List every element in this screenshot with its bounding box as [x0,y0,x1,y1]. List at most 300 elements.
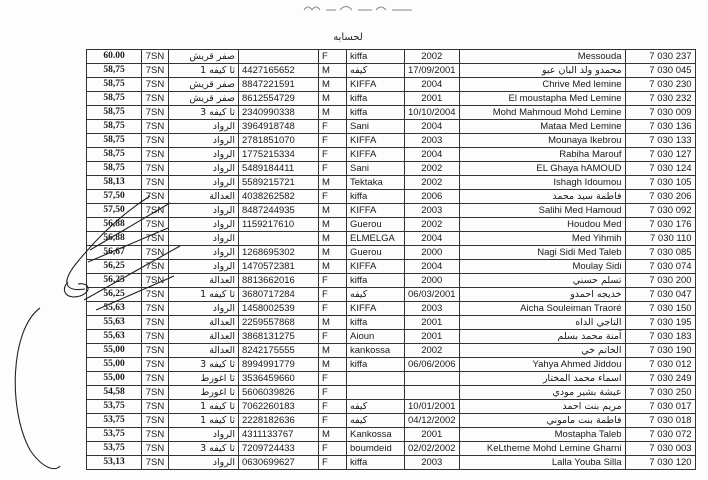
score-cell: 60.00 [87,50,142,64]
name-cell: Med Yihmih [459,232,625,246]
birthplace-cell: KIFFA [347,134,405,148]
candidate-number-cell: 7 030 183 [625,330,695,344]
sex-cell: F [319,414,347,428]
class-code-cell: 7SN [142,218,169,232]
nni-cell: 8487244935 [239,204,319,218]
table-row [87,260,696,274]
sex-cell: F [319,288,347,302]
class-code-cell: 7SN [142,106,169,120]
name-cell: Houdou Med [459,218,625,232]
nni-cell: 2259557868 [239,316,319,330]
table-row [87,400,696,414]
name-cell: Rabiha Marouf [459,148,625,162]
candidate-number-cell: 7 030 200 [625,274,695,288]
table-row [87,204,696,218]
score-cell: 55,00 [87,372,142,386]
candidate-number-cell: 7 030 072 [625,428,695,442]
birthdate-cell: 06/06/2006 [405,358,460,372]
nni-cell: 1159217610 [239,218,319,232]
candidate-number-cell: 7 030 232 [625,92,695,106]
sex-cell: F [319,120,347,134]
candidate-number-cell: 7 030 003 [625,442,695,456]
candidate-number-cell: 7 030 249 [625,372,695,386]
class-code-cell: 7SN [142,428,169,442]
nni-cell: 1268695302 [239,246,319,260]
birthdate-cell: 02/02/2002 [405,442,460,456]
candidate-number-cell: 7 030 009 [625,106,695,120]
candidate-number-cell: 7 030 110 [625,232,695,246]
nni-cell: 2228182636 [239,414,319,428]
nni-cell: 0630699627 [239,456,319,470]
birthplace-cell: كيفه [347,64,405,78]
name-cell: فاطمة سيد محمد [459,190,625,204]
candidate-number-cell: 7 030 085 [625,246,695,260]
birthdate-cell: 2003 [405,134,460,148]
center-cell: العدالة [169,330,239,344]
nni-cell: 1470572381 [239,260,319,274]
class-code-cell: 7SN [142,330,169,344]
score-cell: 58,75 [87,92,142,106]
table-row [87,50,696,64]
score-cell: 55,63 [87,316,142,330]
birthdate-cell: 2001 [405,330,460,344]
birthdate-cell: 2003 [405,302,460,316]
center-cell: الرواد [169,246,239,260]
name-cell: EL Ghaya hAMOUD [459,162,625,176]
score-cell: 56,88 [87,232,142,246]
birthplace-cell: ELMELGA [347,232,405,246]
birthplace-cell: KIFFA [347,204,405,218]
sex-cell: M [319,316,347,330]
table-row [87,120,696,134]
class-code-cell: 7SN [142,148,169,162]
birthplace-cell: KIFFA [347,302,405,316]
sex-cell: M [319,204,347,218]
center-cell: العدالة [169,274,239,288]
table-row [87,92,696,106]
birthdate-cell: 2004 [405,78,460,92]
nni-cell: 5606039826 [239,386,319,400]
sex-cell: F [319,148,347,162]
center-cell: الرواد [169,204,239,218]
nni-cell: 1458002539 [239,302,319,316]
name-cell: عيشة بشير مودي [459,386,625,400]
score-cell: 56,25 [87,260,142,274]
sex-cell: F [319,442,347,456]
candidate-number-cell: 7 030 150 [625,302,695,316]
nni-cell: 4038262582 [239,190,319,204]
class-code-cell: 7SN [142,456,169,470]
sex-cell: F [319,134,347,148]
sex-cell: M [319,246,347,260]
score-cell: 55,63 [87,330,142,344]
class-code-cell: 7SN [142,92,169,106]
birthdate-cell: 2004 [405,260,460,274]
class-code-cell: 7SN [142,344,169,358]
class-code-cell: 7SN [142,288,169,302]
nni-cell: 2781851070 [239,134,319,148]
table-row [87,232,696,246]
nni-cell: 1775215334 [239,148,319,162]
class-code-cell: 7SN [142,358,169,372]
birthplace-cell: KIFFA [347,148,405,162]
score-cell: 58,75 [87,64,142,78]
nni-cell: 5489184411 [239,162,319,176]
candidate-number-cell: 7 030 012 [625,358,695,372]
birthdate-cell: 2002 [405,162,460,176]
name-cell: خديجه احمدو [459,288,625,302]
center-cell: ثا كيفه 1 [169,400,239,414]
center-cell: صفر قريش [169,92,239,106]
birthdate-cell: 2002 [405,50,460,64]
candidate-number-cell: 7 030 136 [625,120,695,134]
class-code-cell: 7SN [142,120,169,134]
birthplace-cell: Guerou [347,246,405,260]
sex-cell: F [319,456,347,470]
birthdate-cell: 2000 [405,274,460,288]
sex-cell: M [319,260,347,274]
center-cell: الرواد [169,428,239,442]
class-code-cell: 7SN [142,162,169,176]
nni-cell: 4427165652 [239,64,319,78]
center-cell: الرواد [169,260,239,274]
birthdate-cell: 2002 [405,344,460,358]
table-row [87,148,696,162]
class-code-cell: 7SN [142,260,169,274]
center-cell: الرواد [169,456,239,470]
candidate-number-cell: 7 030 133 [625,134,695,148]
birthplace-cell: Sani [347,162,405,176]
name-cell: اسماء محمد المختار [459,372,625,386]
candidate-number-cell: 7 030 195 [625,316,695,330]
table-row [87,162,696,176]
score-cell: 54,58 [87,386,142,400]
nni-cell: 2340990338 [239,106,319,120]
name-cell: Moulay Sidi [459,260,625,274]
sex-cell: M [319,218,347,232]
score-cell: 55,00 [87,358,142,372]
score-cell: 58,13 [87,176,142,190]
sex-cell: F [319,302,347,316]
birthdate-cell: 10/01/2001 [405,400,460,414]
name-cell: التاجي الداه [459,316,625,330]
score-cell: 58,75 [87,148,142,162]
center-cell: العدالة [169,190,239,204]
name-cell: محمدو ولد البان عبو [459,64,625,78]
sex-cell: M [319,106,347,120]
name-cell: Messouda [459,50,625,64]
candidate-number-cell: 7 030 045 [625,64,695,78]
class-code-cell: 7SN [142,50,169,64]
table-row [87,428,696,442]
table-row [87,134,696,148]
birthdate-cell: 2000 [405,246,460,260]
table-row [87,246,696,260]
class-code-cell: 7SN [142,190,169,204]
candidate-number-cell: 7 030 120 [625,456,695,470]
birthdate-cell: 2001 [405,428,460,442]
sex-cell: F [319,274,347,288]
score-cell: 53,13 [87,456,142,470]
sex-cell: F [319,162,347,176]
candidate-number-cell: 7 030 105 [625,176,695,190]
birthdate-cell: 2006 [405,190,460,204]
sex-cell: F [319,372,347,386]
birthdate-cell: 2003 [405,456,460,470]
sex-cell: M [319,64,347,78]
nni-cell: 4311133767 [239,428,319,442]
center-cell: ثا كيفه 3 [169,106,239,120]
name-cell: الخاتم خي [459,344,625,358]
score-cell: 58,75 [87,162,142,176]
center-cell: العدالة [169,344,239,358]
birthplace-cell: Aioun [347,330,405,344]
birthplace-cell: كيفه [347,414,405,428]
table-row [87,78,696,92]
class-code-cell: 7SN [142,134,169,148]
birthplace-cell: kiffa [347,92,405,106]
class-code-cell: 7SN [142,316,169,330]
name-cell: Salihi Med Hamoud [459,204,625,218]
score-cell: 56,25 [87,288,142,302]
nni-cell: 8612554729 [239,92,319,106]
center-cell: ثا اغورط [169,372,239,386]
score-cell: 58,75 [87,106,142,120]
center-cell: ثا كيفه 3 [169,358,239,372]
birthdate-cell: 04/12/2002 [405,414,460,428]
center-cell: الرواد [169,148,239,162]
candidate-number-cell: 7 030 206 [625,190,695,204]
candidate-number-cell: 7 030 017 [625,400,695,414]
class-code-cell: 7SN [142,232,169,246]
class-code-cell: 7SN [142,302,169,316]
candidate-number-cell: 7 030 230 [625,78,695,92]
pen-stroke-loop [64,282,88,297]
table-row [87,456,696,470]
class-code-cell: 7SN [142,372,169,386]
center-cell: الرواد [169,302,239,316]
cropped-heading [300,2,420,12]
candidate-number-cell: 7 030 074 [625,260,695,274]
center-cell: الرواد [169,134,239,148]
birthplace-cell: Kankossa [347,428,405,442]
birthdate-cell: 17/09/2001 [405,64,460,78]
name-cell: آمنة محمد بسلم [459,330,625,344]
birthplace-cell: كيفه [347,288,405,302]
header-title: لحسابه [333,32,363,43]
class-code-cell: 7SN [142,400,169,414]
results-table [86,49,696,470]
sex-cell: F [319,190,347,204]
name-cell: KeLtheme Mohd Lemine Gharni [459,442,625,456]
name-cell: تسلم حسني [459,274,625,288]
birthplace-cell: kiffa [347,106,405,120]
table-row [87,288,696,302]
name-cell: Ishagh Idoumou [459,176,625,190]
candidate-number-cell: 7 030 127 [625,148,695,162]
table-row [87,330,696,344]
sex-cell: M [319,78,347,92]
center-cell: ثا كيفه 1 [169,414,239,428]
table-row [87,442,696,456]
birthplace-cell: kiffa [347,358,405,372]
name-cell: فاطمة بنت ماموني [459,414,625,428]
birthdate-cell: 10/10/2004 [405,106,460,120]
class-code-cell: 7SN [142,274,169,288]
candidate-number-cell: 7 030 190 [625,344,695,358]
score-cell: 55,00 [87,344,142,358]
center-cell: ثا كيفه 1 [169,288,239,302]
nni-cell [239,50,319,64]
class-code-cell: 7SN [142,246,169,260]
center-cell: ثا اغورط [169,386,239,400]
nni-cell: 3868131275 [239,330,319,344]
nni-cell: 8847221591 [239,78,319,92]
pen-stroke-circle [15,308,60,469]
birthdate-cell: 2002 [405,218,460,232]
birthplace-cell: kiffa [347,456,405,470]
sex-cell: M [319,344,347,358]
sex-cell: M [319,358,347,372]
birthdate-cell: 2004 [405,232,460,246]
birthplace-cell: Guerou [347,218,405,232]
birthplace-cell: boumdeid [347,442,405,456]
nni-cell: 7062260183 [239,400,319,414]
name-cell: Mohd Mahmoud Mohd Lemine [459,106,625,120]
score-cell: 53,75 [87,428,142,442]
table-row [87,414,696,428]
table-row [87,316,696,330]
name-cell: Chrive Med lemine [459,78,625,92]
center-cell: الرواد [169,218,239,232]
name-cell: Yahya Ahmed Jiddou [459,358,625,372]
birthdate-cell: 2002 [405,176,460,190]
birthplace-cell: KIFFA [347,78,405,92]
table-row [87,358,696,372]
class-code-cell: 7SN [142,386,169,400]
birthplace-cell: كيفه [347,400,405,414]
sex-cell: M [319,92,347,106]
candidate-number-cell: 7 030 176 [625,218,695,232]
class-code-cell: 7SN [142,176,169,190]
birthdate-cell: 2001 [405,316,460,330]
name-cell: Mataa Med Lemine [459,120,625,134]
sex-cell: M [319,232,347,246]
score-cell: 53,75 [87,414,142,428]
sex-cell: M [319,428,347,442]
birthplace-cell: Tektaka [347,176,405,190]
birthdate-cell: 2004 [405,120,460,134]
nni-cell: 8813662016 [239,274,319,288]
center-cell: ثا كيفه 3 [169,442,239,456]
center-cell: الرواد [169,162,239,176]
birthdate-cell: 2004 [405,148,460,162]
birthdate-cell [405,386,460,400]
birthplace-cell: kiffa [347,316,405,330]
score-cell: 56,88 [87,218,142,232]
name-cell: Mostapha Taleb [459,428,625,442]
score-cell: 57,50 [87,190,142,204]
nni-cell: 3964918748 [239,120,319,134]
sex-cell: F [319,330,347,344]
table-row [87,372,696,386]
table-row [87,274,696,288]
table-row [87,302,696,316]
sex-cell: F [319,50,347,64]
class-code-cell: 7SN [142,414,169,428]
table-row [87,218,696,232]
sex-cell: F [319,400,347,414]
center-cell: الرواد [169,232,239,246]
class-code-cell: 7SN [142,204,169,218]
sex-cell: M [319,176,347,190]
nni-cell: 7209724433 [239,442,319,456]
birthplace-cell: kiffa [347,50,405,64]
score-cell: 58,75 [87,134,142,148]
center-cell: صفر قريش [169,50,239,64]
center-cell: العدالة [169,316,239,330]
score-cell: 58,75 [87,120,142,134]
center-cell: الرواد [169,120,239,134]
birthplace-cell: kankossa [347,344,405,358]
center-cell: الرواد [169,176,239,190]
birthplace-cell: KIFFA [347,260,405,274]
nni-cell: 3680717284 [239,288,319,302]
birthplace-cell [347,386,405,400]
class-code-cell: 7SN [142,442,169,456]
nni-cell: 3536459660 [239,372,319,386]
table-row [87,176,696,190]
birthplace-cell: kiffa [347,190,405,204]
birthplace-cell [347,372,405,386]
center-cell: ثا كيفه 1 [169,64,239,78]
cropped-heading-fragment [300,2,420,12]
birthplace-cell: Sani [347,120,405,134]
candidate-number-cell: 7 030 237 [625,50,695,64]
birthdate-cell [405,372,460,386]
name-cell: مريم بنت احمد [459,400,625,414]
candidate-number-cell: 7 030 092 [625,204,695,218]
score-cell: 56,67 [87,246,142,260]
score-cell: 53,75 [87,400,142,414]
sex-cell: F [319,386,347,400]
score-cell: 56,25 [87,274,142,288]
birthplace-cell: kiffa [347,274,405,288]
candidate-number-cell: 7 030 018 [625,414,695,428]
table-row [87,106,696,120]
nni-cell: 8994991779 [239,358,319,372]
score-cell: 53,75 [87,442,142,456]
table-row [87,386,696,400]
candidate-number-cell: 7 030 124 [625,162,695,176]
table-row [87,344,696,358]
name-cell: El moustapha Med Lemine [459,92,625,106]
nni-cell: 8242175555 [239,344,319,358]
score-cell: 57,50 [87,204,142,218]
table-row [87,190,696,204]
candidate-number-cell: 7 030 250 [625,386,695,400]
nni-cell: 5589215721 [239,176,319,190]
name-cell: Lalla Youba Silla [459,456,625,470]
birthdate-cell: 06/03/2001 [405,288,460,302]
score-cell: 58,75 [87,78,142,92]
score-cell: 55,63 [87,302,142,316]
name-cell: Nagi Sidi Med Taleb [459,246,625,260]
birthdate-cell: 2001 [405,92,460,106]
class-code-cell: 7SN [142,78,169,92]
class-code-cell: 7SN [142,64,169,78]
candidate-number-cell: 7 030 047 [625,288,695,302]
